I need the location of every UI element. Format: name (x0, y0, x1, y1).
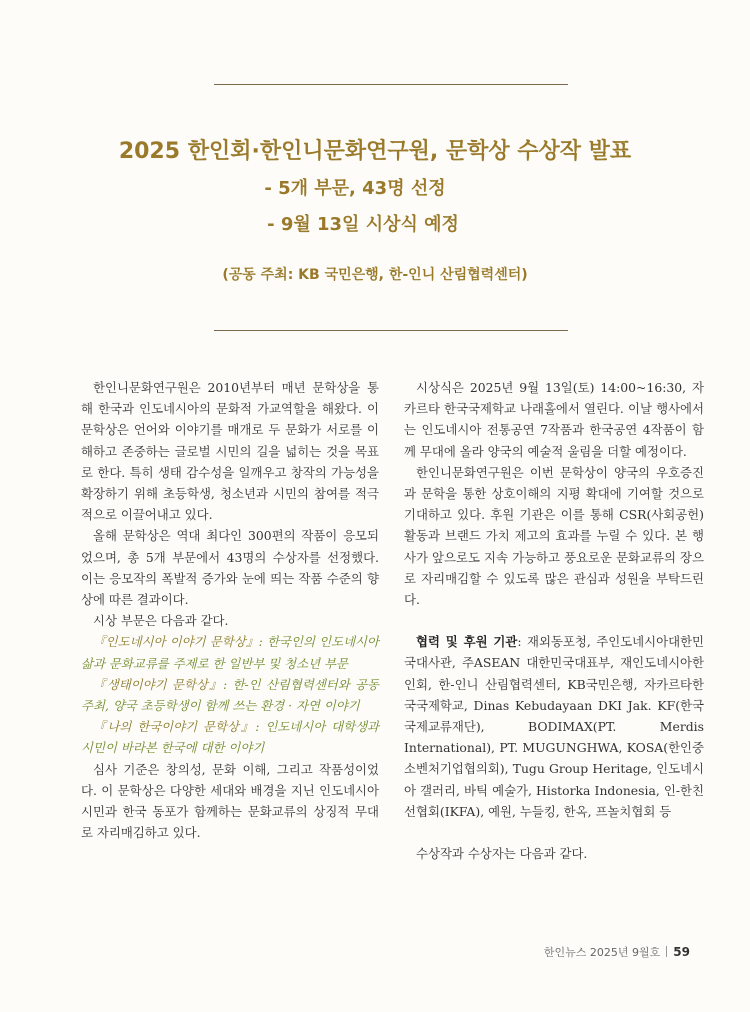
spacer (404, 610, 704, 631)
sponsors-list: : 재외동포청, 주인도네시아대한민국대사관, 주ASEAN 대한민국대표부, 재인도네시아한인회, 한-인니 산림협력센터, KB국민은행, 자카르타한국국제학교, Dinas Kebudayaan DKI Jak. KF(한국국제교류재단), BODIMAX(PT. Merdis International), PT. MUGUNGHWA, KOSA(한인중소벤처기업협의회), Tugu Group Heritage, 인도네시아 갤러리, 바틱 예술가, Historka Indonesia, 인-한친선협회(IKFA), 예원, 누들킹, 한옥, 프놀치협회 등 (404, 634, 705, 819)
award-category-3 (81, 716, 379, 758)
article-subtitle-1: - 5개 부문, 43명 선정 (264, 178, 446, 199)
award-2-desc: : 한-인 산림협력센터와 공동 주최, 양국 초등학생이 함께 쓰는 환경 · 자연 이야기 (81, 676, 380, 714)
bottom-divider (214, 330, 568, 331)
left-column (81, 377, 379, 843)
footer-separator (666, 946, 667, 957)
co-host-line: (공동 주최: KB 국민은행, 한-인니 산림협력센터) (222, 267, 528, 283)
publication-name: 한인뉴스 2025년 9월호 (543, 946, 661, 959)
categories-intro: 시상 부문은 다음과 같다. (93, 613, 229, 629)
expectation-paragraph: 한인니문화연구원은 이번 문학상이 양국의 우호증진과 문학을 통한 상호이해의 지평 확대에 기여할 것으로 기대하고 있다. 후원 기관은 이를 통해 CSR(사회공헌) 활동과 브랜드 가치 제고의 효과를 누릴 수 있다. 본 행사가 앞으로도 지속 가능하고 풍요로운 문화교류의 장으로 자리매김할 수 있도록 많은 관심과 성원을 부탁드린다. (404, 464, 704, 608)
award-3-desc: : 인도네시아 대학생과 시민이 바라본 한국에 대한 이야기 (81, 719, 380, 756)
award-category-1 (81, 631, 379, 673)
article-subtitle-2: - 9월 13일 시상식 예정 (267, 214, 459, 235)
closing-line: 수상작과 수상자는 다음과 같다. (416, 846, 588, 862)
sponsors-paragraph (404, 631, 704, 822)
page-footer (544, 944, 690, 960)
spacer (404, 822, 704, 843)
award-2-name: 『생태이야기 문학상』 (93, 676, 224, 692)
top-divider (214, 84, 568, 85)
sponsors-label: 협력 및 후원 기관 (416, 634, 518, 650)
right-column (404, 377, 704, 864)
page-number: 59 (673, 945, 690, 959)
award-1-name: 『인도네시아 이야기 문학상』 (93, 634, 259, 650)
entries-paragraph: 올해 문학상은 역대 최다인 300편의 작품이 응모되었으며, 총 5개 부문에서 43명의 수상자를 선정했다. 이는 응모작의 폭발적 증가와 눈에 띄는 작품 수준의 향상에 따른 결과이다. (81, 528, 379, 608)
award-3-name: 『나의 한국이야기 문학상』 (93, 719, 256, 735)
award-category-2 (81, 674, 379, 716)
award-1-desc: : 한국인의 인도네시아 삶과 문화교류를 주제로 한 일반부 및 청소년 부문 (81, 634, 379, 671)
ceremony-paragraph: 시상식은 2025년 9월 13일(토) 14:00~16:30, 자카르타 한국국제학교 나래홀에서 열린다. 이날 행사에서는 인도네시아 전통공연 7작품과 한국공연 4작품이 함께 무대에 올라 양국의 예술적 울림을 더할 예정이다. (404, 380, 704, 459)
judging-paragraph: 심사 기준은 창의성, 문화 이해, 그리고 작품성이었다. 이 문학상은 다양한 세대와 배경을 지닌 인도네시아 시민과 한국 동포가 함께하는 문화교류의 상징적 무대로 자리매김하고 있다. (81, 761, 379, 841)
intro-paragraph: 한인니문화연구원은 2010년부터 매년 문학상을 통해 한국과 인도네시아의 문화적 가교역할을 해왔다. 이 문학상은 언어와 이야기를 매개로 두 문화가 서로를 이해하고 존중하는 글로벌 시민의 길을 넓히는 것을 목표로 한다. 특히 생태 감수성을 일깨우고 창작의 가능성을 확장하기 위해 초등학생, 청소년과 시민의 참여를 적극적으로 이끌어내고 있다. (81, 380, 379, 523)
article-title: 2025 한인회·한인니문화연구원, 문학상 수상작 발표 (118, 139, 632, 164)
